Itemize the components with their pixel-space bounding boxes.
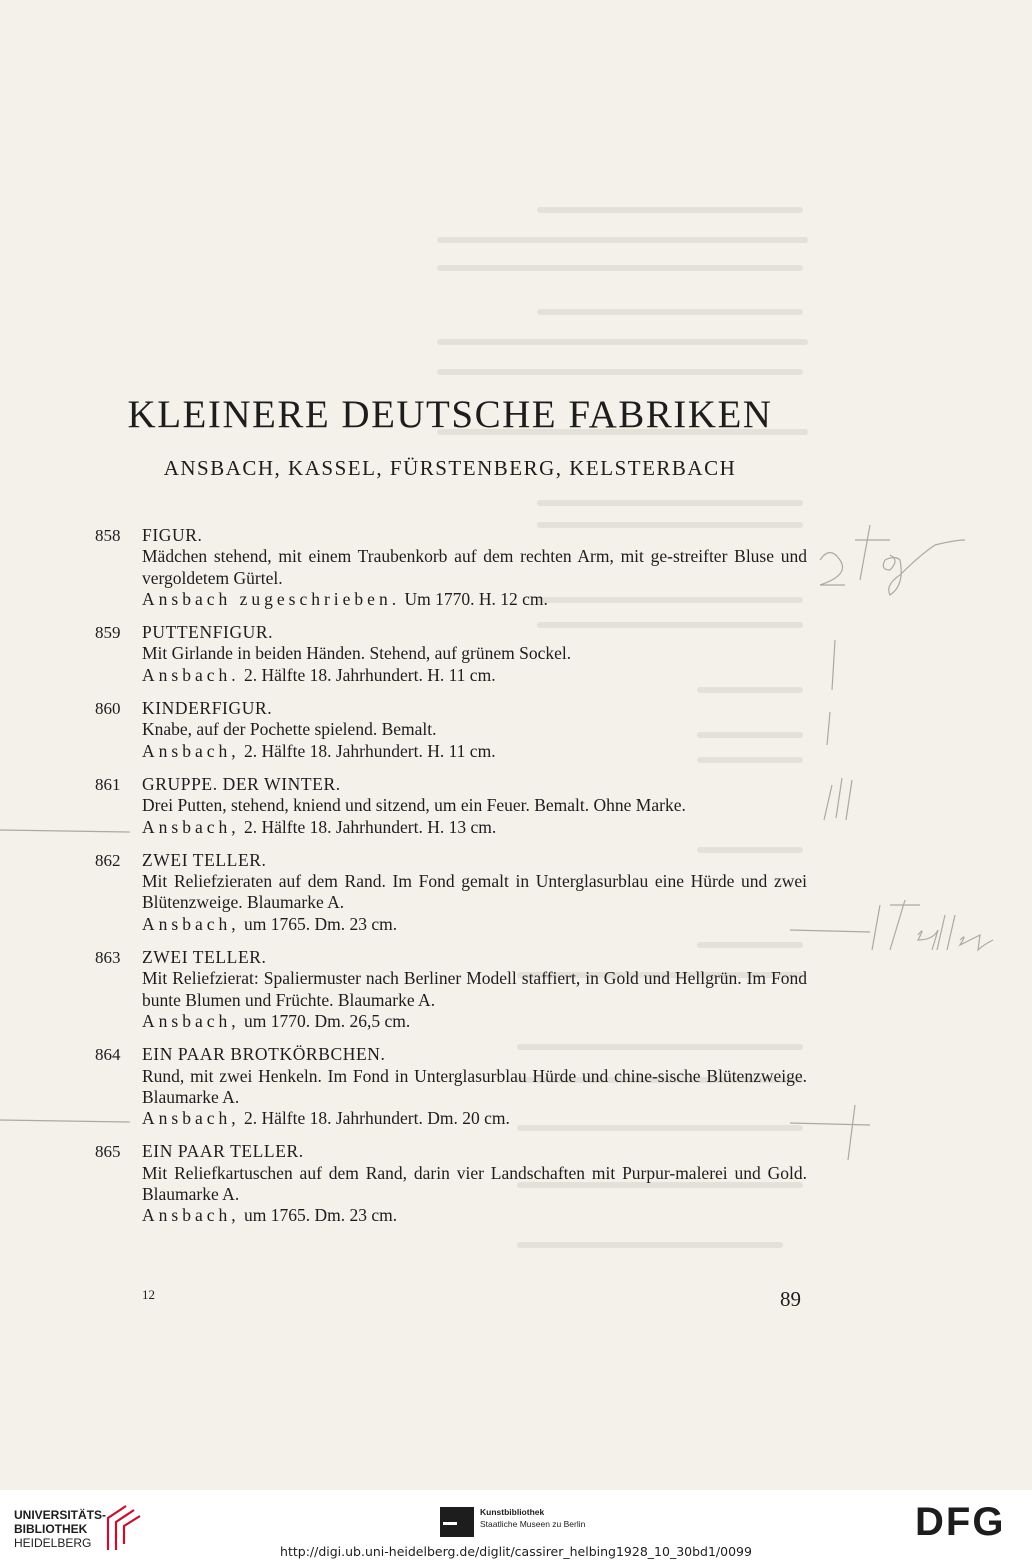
lot-details: Um 1770. H. 12 cm. — [404, 588, 548, 609]
lot-provenance — [142, 665, 807, 686]
kunstbibliothek-label[interactable] — [480, 1506, 585, 1530]
lot-description: Drei Putten, stehend, kniend und sitzend, um ein Feuer. Bemalt. Ohne Marke. — [142, 795, 686, 816]
lot-number: 865 — [95, 1142, 121, 1162]
catalog-entry — [95, 622, 807, 686]
catalog-entry — [95, 525, 807, 610]
catalog-entry — [95, 1044, 807, 1129]
lot-provenance — [142, 1205, 807, 1226]
catalog-entries — [95, 525, 807, 1239]
lot-heading: KINDERFIGUR. — [142, 698, 273, 719]
lot-details: 2. Hälfte 18. Jahrhundert. Dm. 20 cm. — [243, 1108, 510, 1129]
permalink-url[interactable]: http://digi.ub.uni-heidelberg.de/diglit/cassirer_helbing1928_10_30bd1/0099 — [280, 1544, 752, 1559]
footer-bar — [0, 1490, 1032, 1565]
lot-heading: ZWEI TELLER. — [142, 947, 267, 968]
university-line-1: UNIVERSITÄTS- — [14, 1508, 107, 1522]
lot-number: 864 — [95, 1045, 121, 1065]
lot-place: Ansbach, — [142, 1108, 240, 1129]
page-title: KLEINERE DEUTSCHE FABRIKEN — [127, 393, 773, 436]
lot-provenance — [142, 1108, 807, 1129]
kb-line-2: Staatliche Museen zu Berlin — [480, 1519, 586, 1529]
lot-description: Mit Girlande in beiden Händen. Stehend, auf grünem Sockel. — [142, 643, 572, 664]
lot-place: Ansbach, — [142, 913, 240, 934]
lot-number: 859 — [95, 623, 121, 643]
lot-heading: EIN PAAR BROTKÖRBCHEN. — [142, 1044, 386, 1065]
dfg-logo[interactable]: DFG — [915, 1500, 1006, 1544]
lot-provenance — [142, 817, 807, 838]
lot-details: 2. Hälfte 18. Jahrhundert. H. 11 cm. — [243, 664, 496, 685]
lot-heading: EIN PAAR TELLER. — [142, 1141, 304, 1162]
lot-place: Ansbach zugeschrieben. — [142, 588, 401, 609]
lot-provenance — [142, 741, 807, 762]
lot-description: Rund, mit zwei Henkeln. Im Fond in Unterglasurblau Hürde und chine-sische Blütenzweige. Blaumarke A. — [142, 1065, 807, 1107]
lot-place: Ansbach. — [142, 664, 240, 685]
lot-details: 2. Hälfte 18. Jahrhundert. H. 11 cm. — [243, 740, 496, 761]
catalog-entry — [95, 947, 807, 1032]
university-line-2: BIBLIOTHEK — [14, 1522, 88, 1536]
lot-number: 861 — [95, 774, 121, 794]
page-subtitle: ANSBACH, KASSEL, FÜRSTENBERG, KELSTERBACH — [163, 456, 737, 480]
lot-number: 858 — [95, 526, 121, 545]
lot-details: um 1765. Dm. 23 cm. — [243, 913, 398, 934]
lot-description: Mit Reliefzierat: Spaliermuster nach Berliner Modell staffiert, in Gold und Hellgrün. Im Fond bunte Blumen und Früchte. Blaumarke A. — [142, 968, 807, 1010]
kunstbibliothek-logo-icon — [440, 1507, 474, 1537]
lot-details: um 1765. Dm. 23 cm. — [243, 1205, 398, 1226]
lot-heading: PUTTENFIGUR. — [142, 622, 274, 643]
catalog-entry — [95, 1141, 807, 1226]
printer-signature: 12 — [142, 1287, 155, 1302]
lot-number: 863 — [95, 948, 121, 968]
lot-place: Ansbach, — [142, 816, 240, 837]
lot-number: 862 — [95, 850, 121, 870]
kb-line-1: Kunstbibliothek — [480, 1507, 545, 1517]
lot-description: Mädchen stehend, mit einem Traubenkorb auf dem rechten Arm, mit ge-streifter Bluse und vergoldetem Gürtel. — [142, 546, 807, 588]
page-number: 89 — [780, 1287, 801, 1311]
lot-description: Knabe, auf der Pochette spielend. Bemalt. — [142, 719, 437, 740]
lot-provenance — [142, 1011, 807, 1032]
lot-description: Mit Reliefzieraten auf dem Rand. Im Fond gemalt in Unterglasurblau eine Hürde und zwei Blütenzweige. Blaumarke A. — [142, 871, 807, 913]
lot-place: Ansbach, — [142, 1205, 240, 1226]
lot-details: 2. Hälfte 18. Jahrhundert. H. 13 cm. — [243, 816, 497, 837]
catalog-entry — [95, 850, 807, 935]
catalog-entry — [95, 774, 807, 838]
lot-description: Mit Reliefkartuschen auf dem Rand, darin vier Landschaften mit Purpur-malerei und Gold. Blaumarke A. — [142, 1162, 807, 1205]
lot-place: Ansbach, — [142, 1010, 240, 1031]
lot-heading: GRUPPE. DER WINTER. — [142, 773, 341, 794]
lot-heading: ZWEI TELLER. — [142, 849, 267, 870]
catalog-entry — [95, 698, 807, 762]
lot-place: Ansbach, — [142, 740, 240, 761]
university-line-3: HEIDELBERG — [14, 1536, 92, 1550]
lot-number: 860 — [95, 699, 121, 719]
lot-details: um 1770. Dm. 26,5 cm. — [243, 1010, 411, 1031]
lot-heading: FIGUR. — [142, 525, 203, 545]
lot-provenance — [142, 589, 807, 610]
lot-provenance — [142, 914, 807, 935]
